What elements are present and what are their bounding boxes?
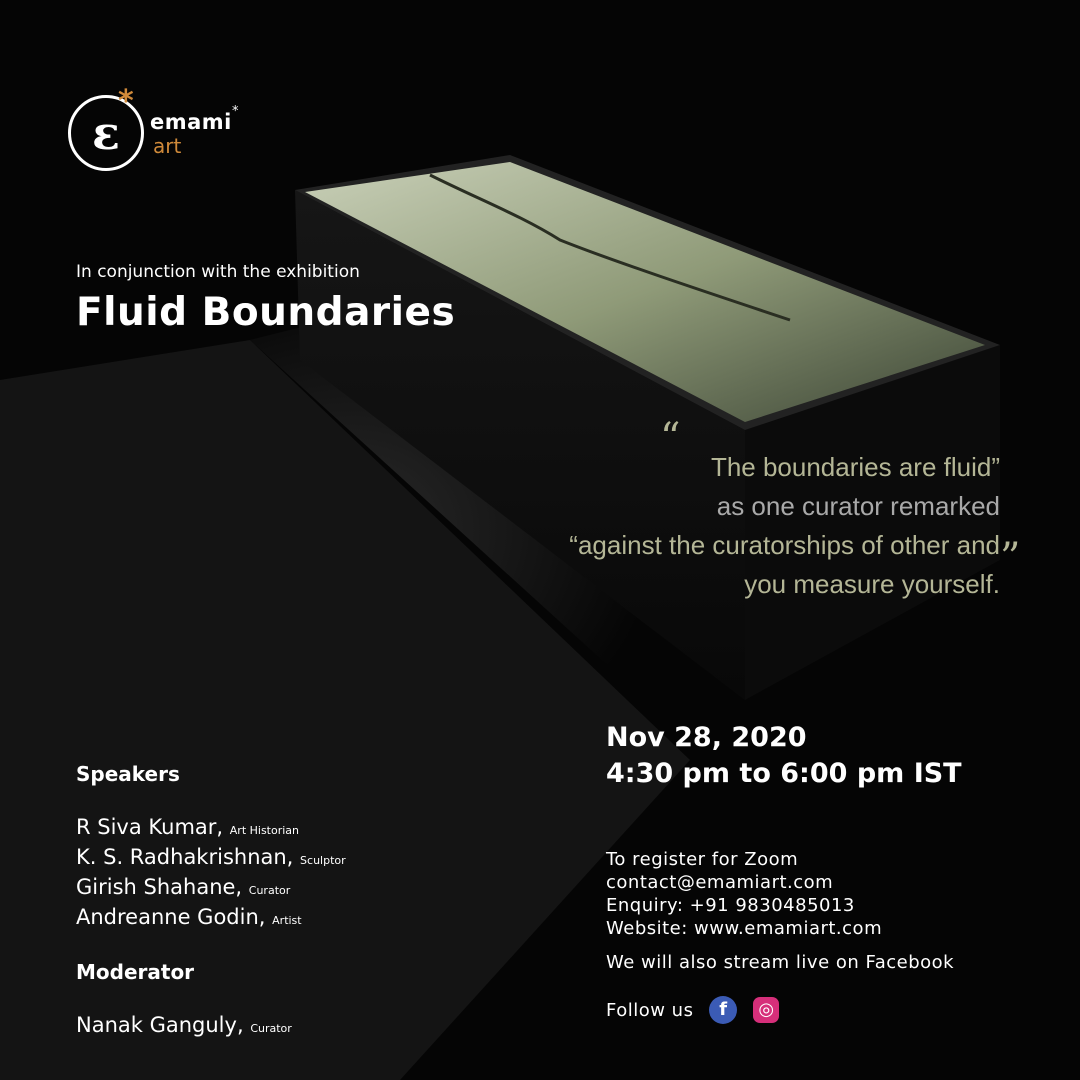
logo-brand: emami <box>150 110 232 134</box>
follow-label: Follow us <box>606 999 694 1021</box>
quote-line: The boundaries are fluid” <box>710 452 1000 482</box>
logo-mark: ε <box>92 106 120 160</box>
event-datetime <box>606 720 962 792</box>
facebook-icon[interactable]: f <box>709 996 737 1024</box>
speaker: Andreanne Godin, Artist <box>76 905 302 929</box>
event-time: 4:30 pm to 6:00 pm IST <box>606 758 962 789</box>
stream-text: We will also stream live on Facebook <box>606 952 955 973</box>
quote-line: you measure yourself. <box>744 569 1000 599</box>
speaker: K. S. Radhakrishnan, Sculptor <box>76 845 346 869</box>
moderator: Nanak Ganguly, Curator <box>76 1013 292 1037</box>
instagram-icon[interactable]: ◎ <box>753 997 779 1023</box>
speaker: Girish Shahane, Curator <box>76 875 291 899</box>
register-text: To register for Zoom <box>606 849 799 870</box>
moderator-heading: Moderator <box>76 960 195 984</box>
exhibition-title: Fluid Boundaries <box>76 290 456 335</box>
quote <box>569 448 1000 604</box>
speakers-heading: Speakers <box>76 762 180 786</box>
follow-row <box>606 996 954 1024</box>
close-quote-icon: ” <box>1000 535 1021 581</box>
intro-text: In conjunction with the exhibition <box>76 262 360 282</box>
enquiry-text: Enquiry: +91 9830485013 <box>606 895 855 916</box>
open-quote-icon: “ <box>660 415 681 461</box>
logo-sub: art <box>153 134 182 158</box>
asterisk-icon: * <box>232 104 239 119</box>
quote-line: as one curator remarked <box>716 491 1000 521</box>
event-date: Nov 28, 2020 <box>606 722 807 753</box>
email-link[interactable]: contact@emamiart.com <box>606 872 834 893</box>
website-link[interactable]: Website: www.emamiart.com <box>606 918 883 939</box>
speaker: R Siva Kumar, Art Historian <box>76 815 300 839</box>
contact-info <box>606 848 954 1024</box>
speakers-list <box>76 814 346 934</box>
asterisk-icon: * <box>118 84 134 119</box>
quote-line: “against the curatorships of other and <box>569 530 1000 560</box>
